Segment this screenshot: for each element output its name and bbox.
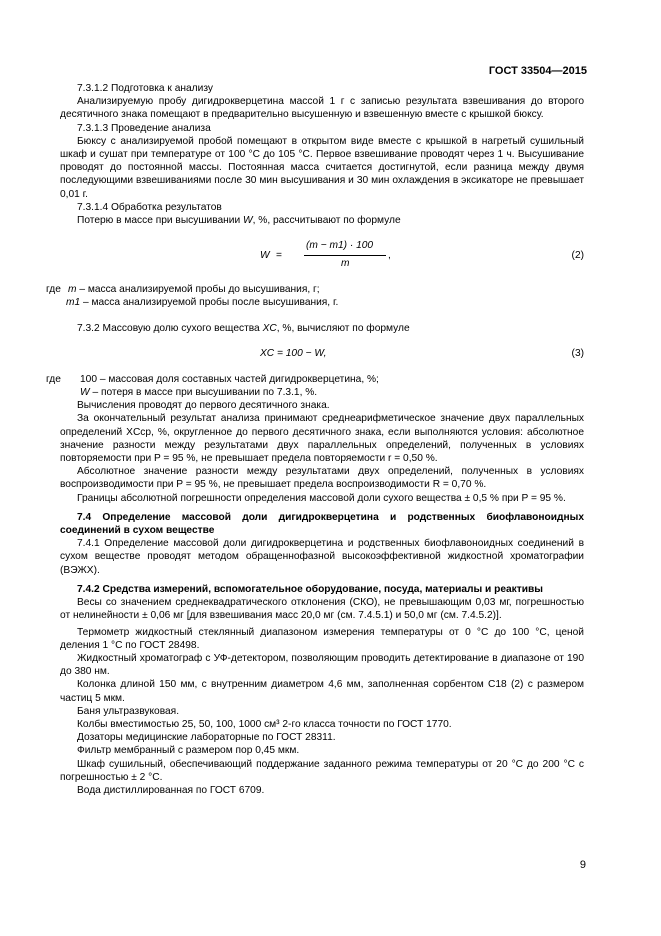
page-number: 9 <box>579 859 586 871</box>
section-7-3-1-3-title: 7.3.1.3 Проведение анализа <box>77 122 211 134</box>
where-2-line-2: m1 – масса анализируемой пробы после высушивания, г. <box>66 297 339 309</box>
where-2-line-1: где m – масса анализируемой пробы до высушивания, г; <box>46 284 320 296</box>
section-7-3-1-2-title: 7.3.1.2 Подготовка к анализу <box>77 83 213 94</box>
paragraph: За окончательный результат анализа принимают среднеарифметическое значение двух параллельных определений XСср, %, округленное до первого десятичного знака, если выполняются условия: абсолютное значение разности между результатами двух параллельных определений, полученных в условиях повторяемости при P = 95 %, не превышает предела повторяемости r = 0,50 %. <box>60 413 584 465</box>
list-item: Термометр жидкостный стеклянный диапазоном измерения температуры от 0 °С до 100 °С, ценой деления 1 °С по ГОСТ 28498. <box>60 626 584 651</box>
list-item: Фильтр мембранный с размером пор 0,45 мкм. <box>77 745 300 757</box>
formula-2-number: (2) <box>571 250 584 262</box>
formula-2-intro: Потерю в массе при высушивании W, %, рассчитывают по формуле <box>77 215 401 227</box>
standard-header: ГОСТ 33504—2015 <box>488 65 587 77</box>
paragraph: Абсолютное значение разности между результатами двух определений, полученных в условиях воспроизводимости при P = 95 %, не превышает предела воспроизводимости R = 0,70 %. <box>60 466 584 491</box>
section-7-3-1-3-text: Бюксу с анализируемой пробой помещают в открытом виде вместе с крышкой в нагретый сушильный шкаф и сушат при температуре от 100 °С до 105 °С. Первое взвешивание проводят через 1 ч. Высушивание проводят до постоянной массы. Постоянная масса считается достигнутой, если разница между двумя последующими взвешиваниями после 30 мин высушивания и 30 мин охлаждения в эксикаторе не превышает 0,01 г. <box>60 135 584 200</box>
fraction-bar <box>304 255 386 256</box>
list-item: Жидкостный хроматограф с УФ-детектором, позволяющим проводить детектирование в диапазоне от 190 до 380 нм. <box>60 652 584 678</box>
list-item: Дозаторы медицинские лабораторные по ГОСТ 28311. <box>77 732 336 744</box>
paragraph: Границы абсолютной погрешности определения массовой доли сухого вещества ± 0,5 % при P = 95 %. <box>77 492 566 504</box>
section-7-3-1-2-text: Анализируемую пробу дигидрокверцетина массой 1 г с записью результата взвешивания до второго десятичного знака помещают в предварительно высушенную и взвешенную вместе с крышкой бюксу. <box>60 96 584 121</box>
list-item: Баня ультразвуковая. <box>77 705 180 717</box>
formula-3-number: (3) <box>571 347 584 359</box>
list-item: Вода дистиллированная по ГОСТ 6709. <box>77 784 265 796</box>
formula-2-lhs: W <box>260 250 270 262</box>
formula-2-eq: = <box>276 250 282 262</box>
list-item: Весы со значением среднеквадратического отклонения (СКО), не превышающим 0,03 мг, погрешностью от нелинейности ± 0,06 мг [для взвешивания масс 20,0 мг (см. 7.4.5.1) и 50,0 мг (см. 7.4.5.2)]. <box>60 597 584 622</box>
formula-2 <box>60 239 584 283</box>
list-item: Колонка длиной 150 мм, с внутренним диаметром 4,6 мм, заполненная сорбентом С18 (2) с размером частиц 5 мкм. <box>60 679 584 704</box>
page-content <box>46 82 584 797</box>
formula-3 <box>60 345 584 367</box>
section-7-4-title: 7.4 Определение массовой доли дигидрокверцетина и родственных биофлавоноидных соединений в сухом веществе <box>60 511 584 537</box>
formula-3-expr: XC = 100 − W, <box>260 347 327 359</box>
section-7-4-1-text: 7.4.1 Определение массовой доли дигидрокверцетина и родственных биофлавоноидных соединений в сухом веществе проводят методом обращеннофазной высокоэффективной жидкостной хроматографии (ВЭЖХ). <box>60 538 584 576</box>
list-item: Колбы вместимостью 25, 50, 100, 1000 см³ 2-го класса точности по ГОСТ 1770. <box>77 718 452 730</box>
section-7-3-1-4-title: 7.3.1.4 Обработка результатов <box>77 201 222 213</box>
where-3-line-1: где 100 – массовая доля составных частей дигидрокверцетина, %; <box>46 373 379 385</box>
list-item: Шкаф сушильный, обеспечивающий поддержание заданного режима температуры от 20 °С до 200 °С с погрешностью ± 2 °С. <box>60 758 584 783</box>
where-3-line-2: W – потеря в массе при высушивании по 7.3.1, %. <box>80 387 318 399</box>
section-7-4-2-title: 7.4.2 Средства измерений, вспомогательное оборудование, посуда, материалы и реактивы <box>77 583 543 595</box>
paragraph: Вычисления проводят до первого десятичного знака. <box>77 400 330 412</box>
section-7-3-2-intro: 7.3.2 Массовую долю сухого вещества XC, %, вычисляют по формуле <box>77 322 410 334</box>
formula-2-numerator: (m − m1) · 100 <box>306 240 374 252</box>
formula-2-tail: , <box>388 250 391 262</box>
formula-2-denominator: m <box>341 258 350 270</box>
